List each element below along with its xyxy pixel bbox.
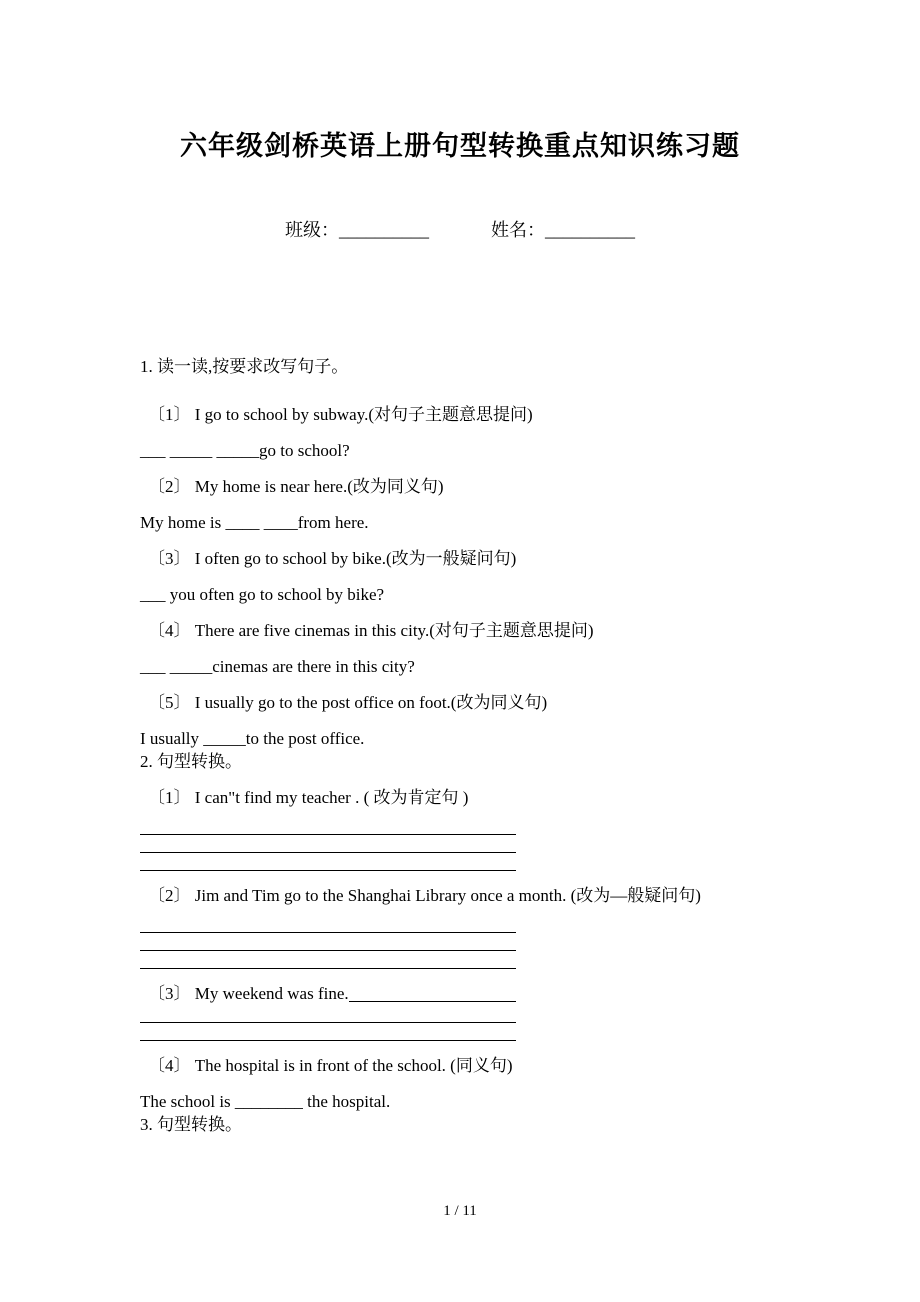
answer-write-line — [140, 915, 516, 933]
answer-blank-line: The school is ________ the hospital. — [140, 1092, 391, 1111]
name-field — [491, 216, 635, 242]
class-name-fields — [0, 216, 920, 242]
question-line: 〔2〕 Jim and Tim go to the Shanghai Library once a month. (改为—般疑问句) — [148, 886, 701, 905]
answer-write-line — [140, 933, 516, 951]
answer-write-line — [140, 853, 516, 871]
question-line: 〔3〕 I often go to school by bike.(改为一般疑问句) — [148, 549, 517, 568]
answer-blank-line: ___ _____ _____go to school? — [140, 441, 350, 460]
class-blank-line: __________ — [339, 220, 429, 240]
name-label: 姓名： — [491, 220, 545, 240]
answer-write-area — [140, 1005, 516, 1041]
answer-blank-line: ___ you often go to school by bike? — [140, 585, 385, 604]
question-text: 〔3〕 My weekend was fine. — [148, 984, 349, 1003]
question-line: 〔4〕 The hospital is in front of the school. (同义句) — [148, 1056, 513, 1075]
name-blank-line: __________ — [545, 220, 635, 240]
section-3-heading: 3. 句型转换。 — [140, 1115, 242, 1134]
question-line: 〔5〕 I usually go to the post office on foot.(改为同义句) — [148, 693, 548, 712]
answer-write-line — [140, 817, 516, 835]
answer-write-line — [140, 1023, 516, 1041]
answer-blank-line: ___ _____cinemas are there in this city? — [140, 657, 415, 676]
answer-blank-line: I usually _____to the post office. — [140, 729, 365, 748]
answer-write-area — [140, 817, 516, 871]
answer-write-line — [140, 951, 516, 969]
answer-write-line — [349, 983, 516, 1002]
answer-blank-line: My home is ____ ____from here. — [140, 513, 369, 532]
class-label: 班级： — [285, 220, 339, 240]
section-2-heading: 2. 句型转换。 — [140, 752, 242, 771]
question-line: 〔2〕 My home is near here.(改为同义句) — [148, 477, 444, 496]
answer-write-area — [140, 915, 516, 969]
question-line: 〔4〕 There are five cinemas in this city.(对句子主题意思提问) — [148, 621, 594, 640]
answer-write-line — [140, 835, 516, 853]
question-line — [140, 983, 516, 1005]
document-title: 六年级剑桥英语上册句型转换重点知识练习题 — [180, 131, 740, 161]
answer-write-line — [140, 1005, 516, 1023]
page-number: 1 / 11 — [443, 1203, 477, 1219]
worksheet-body — [140, 356, 788, 1136]
question-line: 〔1〕 I go to school by subway.(对句子主题意思提问) — [148, 405, 533, 424]
section-1-heading: 1. 读一读,按要求改写句子。 — [140, 357, 349, 376]
question-line: 〔1〕 I can"t find my teacher . ( 改为肯定句 ) — [148, 788, 469, 807]
class-field — [285, 216, 429, 242]
